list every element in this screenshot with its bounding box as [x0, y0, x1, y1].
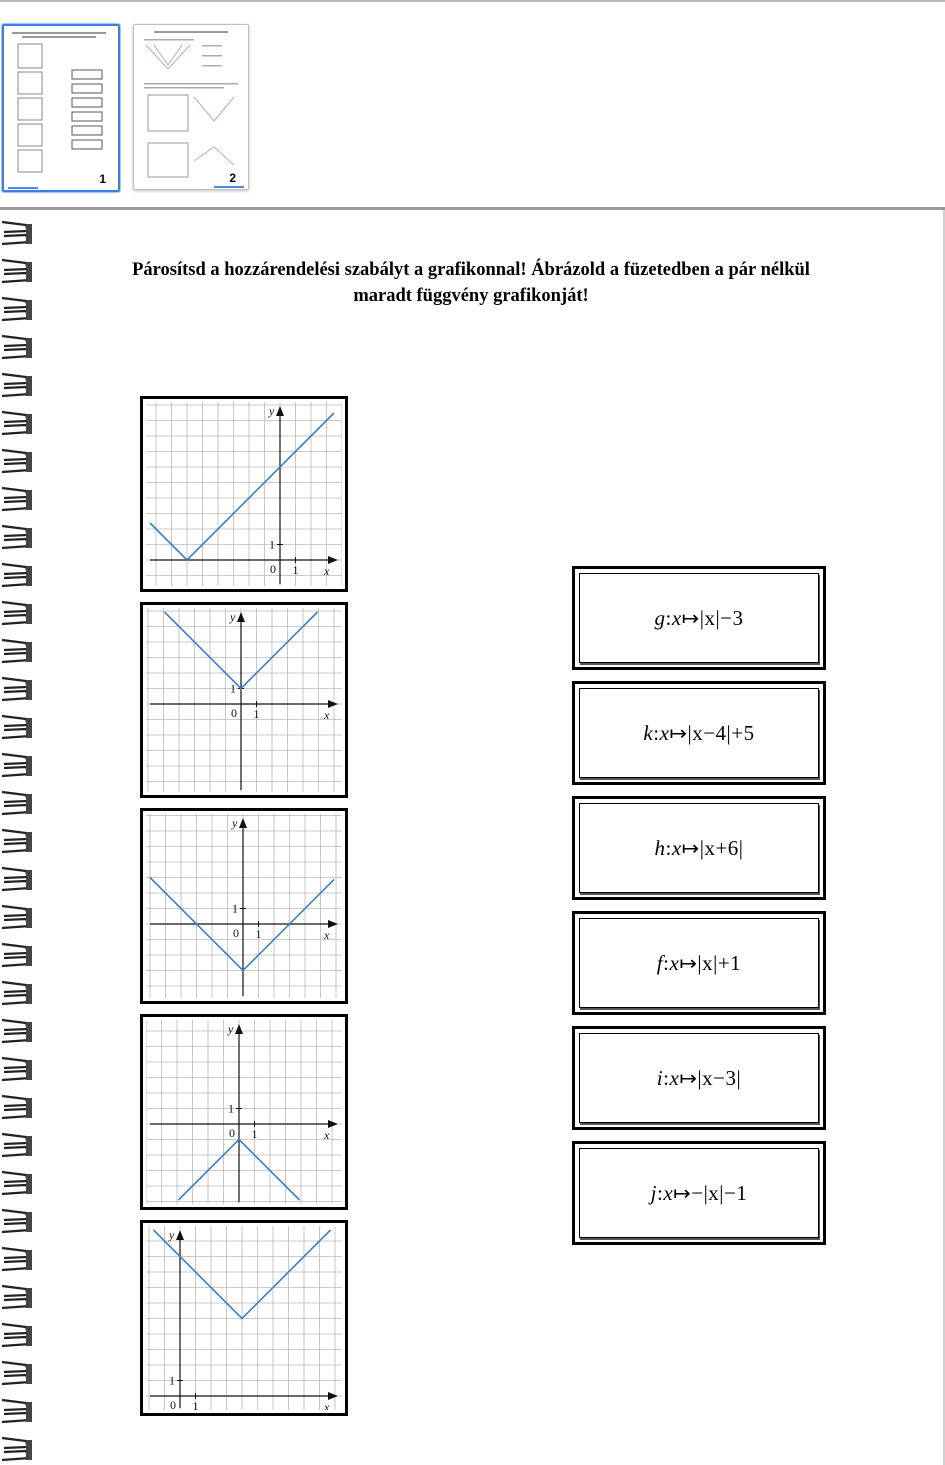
origin-label: 0 — [270, 562, 276, 576]
y-axis-arrow — [239, 818, 247, 828]
rule-card-k[interactable] — [572, 681, 826, 785]
y-axis-label: y — [228, 1022, 234, 1036]
spiral-coil — [2, 336, 32, 358]
rule-formula: f:x↦|x|+1 — [656, 951, 742, 975]
spiral-coil — [2, 906, 32, 928]
spiral-coil — [2, 716, 32, 738]
spiral-coil — [2, 678, 32, 700]
page-thumbnail-bar — [0, 2, 945, 207]
x-axis-arrow — [328, 700, 338, 708]
spiral-coil — [2, 260, 32, 282]
x-axis-arrow — [328, 920, 338, 928]
x-unit-label: 1 — [255, 927, 262, 941]
x-unit-label: 1 — [192, 1399, 199, 1410]
y-unit-label: 1 — [269, 537, 275, 552]
spiral-coil — [2, 1362, 32, 1384]
graph-grid — [146, 402, 342, 586]
instruction-text — [50, 257, 892, 309]
rule-card-f[interactable] — [572, 911, 826, 1015]
spiral-coil — [2, 222, 32, 244]
y-unit-label: 1 — [169, 1373, 175, 1388]
x-unit-label: 1 — [251, 1127, 258, 1141]
thumbnail-page-number: 1 — [99, 172, 106, 186]
rule-card-i[interactable] — [572, 1026, 826, 1130]
x-axis-label: x — [324, 564, 330, 578]
spiral-coil — [2, 754, 32, 776]
spiral-coil — [2, 1400, 32, 1422]
rule-formula: j:x↦−|x|−1 — [650, 1181, 748, 1205]
spiral-coil — [2, 298, 32, 320]
spiral-coil — [2, 792, 32, 814]
rule-card-j[interactable] — [572, 1141, 826, 1245]
spiral-coil — [2, 488, 32, 510]
x-axis-arrow — [328, 1392, 338, 1400]
spiral-coil — [2, 412, 32, 434]
y-axis-label: y — [269, 404, 275, 418]
y-unit-label: 1 — [230, 681, 236, 696]
instruction-line-1: Párosítsd a hozzárendelési szabályt a grafikonnal! Ábrázold a füzetedben a pár nélkül — [132, 260, 810, 280]
origin-label: 0 — [233, 926, 239, 940]
graph-svg — [146, 1226, 342, 1410]
spiral-coil — [2, 1172, 32, 1194]
spiral-coil — [2, 982, 32, 1004]
x-unit-label: 1 — [292, 563, 299, 577]
spiral-coil — [2, 1058, 32, 1080]
graph-grid — [146, 1226, 342, 1410]
y-axis-arrow — [276, 406, 284, 416]
spiral-coil — [2, 944, 32, 966]
thumbnail-preview — [134, 25, 246, 185]
rule-card-g[interactable] — [572, 566, 826, 670]
thumbnail-footer — [214, 186, 244, 188]
rule-formula: g:x↦|x|−3 — [654, 606, 744, 630]
page-thumbnail-2[interactable] — [133, 24, 249, 190]
graph-svg — [146, 814, 342, 998]
y-unit-label: 1 — [228, 1101, 234, 1116]
graph-svg — [146, 1020, 342, 1204]
function-graph-line — [150, 413, 334, 560]
x-axis-arrow — [328, 556, 338, 564]
origin-label: 0 — [170, 1398, 176, 1410]
origin-label: 0 — [229, 1126, 235, 1140]
graph-card-5[interactable] — [140, 1220, 348, 1416]
x-axis-label: x — [324, 1400, 330, 1410]
graph-card-1[interactable] — [140, 396, 348, 592]
graph-svg — [146, 608, 342, 792]
graph-card-2[interactable] — [140, 602, 348, 798]
y-axis-arrow — [237, 612, 245, 622]
spiral-coil — [2, 450, 32, 472]
rule-formula: k:x↦|x−4|+5 — [643, 721, 755, 745]
thumbnail-preview — [4, 26, 114, 186]
page-thumbnail-1[interactable] — [2, 24, 120, 192]
spiral-coil — [2, 1020, 32, 1042]
graph-card-3[interactable] — [140, 808, 348, 1004]
spiral-coil — [2, 564, 32, 586]
y-axis-arrow — [176, 1230, 184, 1240]
thumbnail-footer — [8, 187, 38, 189]
spiral-coil — [2, 1286, 32, 1308]
rule-card-h[interactable] — [572, 796, 826, 900]
spiral-coil — [2, 830, 32, 852]
spiral-coil — [2, 1438, 32, 1460]
thumbnail-page-number: 2 — [229, 171, 236, 185]
spiral-coil — [2, 526, 32, 548]
rule-formula: h:x↦|x+6| — [654, 836, 744, 860]
document-page — [0, 210, 945, 1465]
spiral-coil — [2, 374, 32, 396]
instruction-line-2: maradt függvény grafikonját! — [353, 286, 589, 306]
y-axis-label: y — [232, 816, 238, 830]
y-axis-label: y — [230, 610, 236, 624]
graph-card-4[interactable] — [140, 1014, 348, 1210]
x-unit-label: 1 — [253, 707, 260, 721]
rule-formula: i:x↦|x−3| — [656, 1066, 742, 1090]
x-axis-label: x — [324, 1128, 330, 1142]
graph-grid — [146, 608, 342, 792]
x-axis-label: x — [324, 708, 330, 722]
x-axis-label: x — [324, 928, 330, 942]
spiral-coil — [2, 1324, 32, 1346]
x-axis-arrow — [328, 1120, 338, 1128]
graph-svg — [146, 402, 342, 586]
spiral-coil — [2, 1248, 32, 1270]
y-axis-label: y — [169, 1228, 175, 1242]
y-unit-label: 1 — [232, 901, 238, 916]
spiral-coil — [2, 1210, 32, 1232]
spiral-coil — [2, 640, 32, 662]
spiral-coil — [2, 602, 32, 624]
origin-label: 0 — [231, 706, 237, 720]
spiral-coil — [2, 1134, 32, 1156]
y-axis-arrow — [235, 1024, 243, 1034]
spiral-coil — [2, 1096, 32, 1118]
graph-grid — [146, 1020, 342, 1204]
spiral-coil — [2, 868, 32, 890]
spiral-binding — [0, 210, 40, 1465]
